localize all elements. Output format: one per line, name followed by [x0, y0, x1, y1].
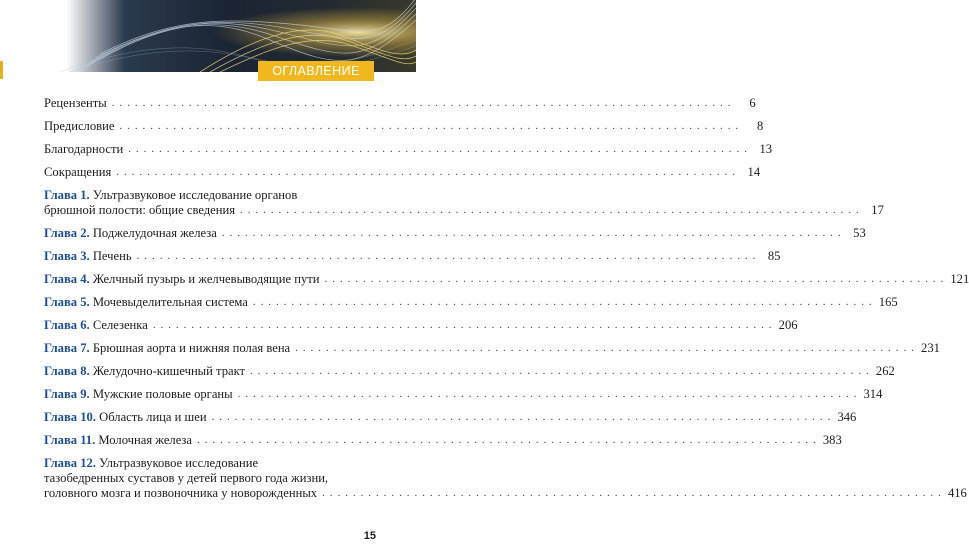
chapter-label: Глава 6.	[44, 318, 90, 332]
toc-entry-title: Молочная железа	[98, 433, 192, 447]
toc-entry[interactable]	[44, 188, 884, 218]
toc-entry-title: Сокращения	[44, 165, 112, 179]
toc-entry[interactable]	[44, 456, 967, 501]
chapter-label: Глава 10.	[44, 410, 96, 424]
dot-leader: . . . . . . . . . . . . . . . . . . . . . . . . . . . . . . . . . . . . . . . . . . . . . . . . . . . . . . . . . . . . . . . . . . . . . . . . . . . . . . . . .	[252, 296, 873, 308]
toc-entry[interactable]	[44, 119, 764, 134]
table-of-contents	[44, 96, 969, 501]
dot-leader: . . . . . . . . . . . . . . . . . . . . . . . . . . . . . . . . . . . . . . . . . . . . . . . . . . . . . . . . . . . . . . . . . . . . . . . . . . . . . . . . .	[119, 120, 740, 132]
toc-entry[interactable]	[44, 364, 895, 379]
toc-entry-title: Желчный пузырь и желчевыводящие пути	[92, 272, 320, 286]
toc-entry-title: Предисловие	[44, 119, 115, 133]
toc-entry-page: 383	[822, 433, 842, 447]
toc-entry-title: Поджелудочная железа	[92, 226, 217, 240]
dot-leader: . . . . . . . . . . . . . . . . . . . . . . . . . . . . . . . . . . . . . . . . . . . . . . . . . . . . . . . . . . . . . . . . . . . . . . . . . . . . . . . . .	[136, 250, 757, 262]
toc-entry-page: 346	[837, 410, 857, 424]
toc-entry-page: 85	[767, 249, 781, 263]
toc-entry[interactable]	[44, 96, 756, 111]
dot-leader: . . . . . . . . . . . . . . . . . . . . . . . . . . . . . . . . . . . . . . . . . . . . . . . . . . . . . . . . . . . . . . . . . . . . . . . . . . . . . . . . .	[237, 388, 858, 400]
toc-entry[interactable]	[44, 341, 940, 356]
dot-leader: . . . . . . . . . . . . . . . . . . . . . . . . . . . . . . . . . . . . . . . . . . . . . . . . . . . . . . . . . . . . . . . . . . . . . . . . . . . . . . . . .	[250, 365, 870, 377]
dot-leader: . . . . . . . . . . . . . . . . . . . . . . . . . . . . . . . . . . . . . . . . . . . . . . . . . . . . . . . . . . . . . . . . . . . . . . . . . . . . . . . . .	[324, 273, 945, 285]
toc-entry-title: Мочевыделительная система	[92, 295, 248, 309]
dot-leader: . . . . . . . . . . . . . . . . . . . . . . . . . . . . . . . . . . . . . . . . . . . . . . . . . . . . . . . . . . . . . . . . . . . . . . . . . . . . . . . . .	[295, 342, 916, 354]
chapter-label: Глава 9.	[44, 387, 90, 401]
toc-entry[interactable]	[44, 226, 866, 241]
toc-entry-page: 6	[749, 96, 756, 110]
dot-leader: . . . . . . . . . . . . . . . . . . . . . . . . . . . . . . . . . . . . . . . . . . . . . . . . . . . . . . . . . . . . . . . . . . . . . . . . . . . . . . . . .	[128, 143, 749, 155]
toc-entry[interactable]	[44, 295, 898, 310]
toc-entry-page: 13	[759, 142, 773, 156]
chapter-label: Глава 5.	[44, 295, 90, 309]
toc-entry-page: 53	[853, 226, 866, 240]
toc-entry[interactable]	[44, 318, 798, 333]
toc-entry[interactable]	[44, 387, 883, 402]
chapter-label: Глава 11.	[44, 433, 96, 447]
chapter-label: Глава 8.	[44, 364, 90, 378]
toc-entry[interactable]	[44, 249, 781, 264]
toc-entry-title-cont: брюшной полости: общие сведения	[44, 203, 236, 217]
toc-entry[interactable]	[44, 165, 761, 180]
dot-leader: . . . . . . . . . . . . . . . . . . . . . . . . . . . . . . . . . . . . . . . . . . . . . . . . . . . . . . . . . . . . . . . . . . . . . . . . . . . . . . . . .	[221, 227, 842, 239]
toc-entry[interactable]	[44, 272, 969, 287]
toc-entry-title: Селезенка	[92, 318, 148, 332]
chapter-label: Глава 12.	[44, 456, 96, 470]
toc-entry-page: 121	[950, 272, 969, 286]
toc-entry-page: 314	[863, 387, 883, 401]
toc-entry-title: Брюшная аорта и нижняя полая вена	[92, 341, 291, 355]
toc-entry-page: 416	[947, 486, 967, 500]
dot-leader: . . . . . . . . . . . . . . . . . . . . . . . . . . . . . . . . . . . . . . . . . . . . . . . . . . . . . . . . . . . . . . . . . . . . . . . . . . . . . . . . .	[116, 166, 737, 178]
chapter-label: Глава 4.	[44, 272, 90, 286]
page-number: 15	[363, 530, 376, 542]
toc-entry[interactable]	[44, 142, 773, 157]
toc-entry-title: Ультразвуковое исследование органов	[92, 188, 298, 202]
toc-entry[interactable]	[44, 410, 857, 425]
toc-entry-page: 8	[756, 119, 764, 133]
toc-entry-page: 206	[778, 318, 798, 332]
toc-entry[interactable]	[44, 433, 842, 448]
dot-leader: . . . . . . . . . . . . . . . . . . . . . . . . . . . . . . . . . . . . . . . . . . . . . . . . . . . . . . . . . . . . . . . . . . . . . . . . . . . . . . . . .	[111, 97, 732, 109]
dot-leader: . . . . . . . . . . . . . . . . . . . . . . . . . . . . . . . . . . . . . . . . . . . . . . . . . . . . . . . . . . . . . . . . . . . . . . . . . . . . . . . . .	[152, 319, 773, 331]
toc-entry-title-cont: головного мозга и позвоночника у новорожденных	[44, 486, 318, 500]
toc-entry-page: 14	[747, 165, 761, 179]
toc-entry-title: Мужские половые органы	[92, 387, 233, 401]
toc-entry-page: 17	[871, 203, 884, 217]
chapter-label: Глава 3.	[44, 249, 90, 263]
dot-leader: . . . . . . . . . . . . . . . . . . . . . . . . . . . . . . . . . . . . . . . . . . . . . . . . . . . . . . . . . . . . . . . . . . . . . . . . . . . . . . . . .	[211, 411, 832, 423]
dot-leader: . . . . . . . . . . . . . . . . . . . . . . . . . . . . . . . . . . . . . . . . . . . . . . . . . . . . . . . . . . . . . . . . . . . . . . . . . . . . . . . . .	[197, 434, 817, 446]
toc-entry-title: Благодарности	[44, 142, 124, 156]
toc-entry-title-cont: тазобедренных суставов у детей первого года жизни,	[44, 471, 329, 485]
toc-header-tab: ОГЛАВЛЕНИЕ	[258, 61, 374, 81]
chapter-label: Глава 7.	[44, 341, 90, 355]
toc-entry-page: 262	[875, 364, 895, 378]
toc-entry-title: Печень	[92, 249, 132, 263]
accent-tick	[0, 61, 3, 79]
toc-entry-title: Рецензенты	[44, 96, 107, 110]
toc-entry-title: Область лица и шеи	[99, 410, 207, 424]
toc-entry-title: Желудочно-кишечный тракт	[92, 364, 246, 378]
toc-entry-page: 165	[878, 295, 898, 309]
chapter-label: Глава 1.	[44, 188, 90, 202]
chapter-label: Глава 2.	[44, 226, 90, 240]
dot-leader: . . . . . . . . . . . . . . . . . . . . . . . . . . . . . . . . . . . . . . . . . . . . . . . . . . . . . . . . . . . . . . . . . . . . . . . . . . . . . . . . .	[240, 204, 860, 216]
dot-leader: . . . . . . . . . . . . . . . . . . . . . . . . . . . . . . . . . . . . . . . . . . . . . . . . . . . . . . . . . . . . . . . . . . . . . . . . . . . . . . . . .	[322, 487, 942, 499]
toc-entry-page: 231	[921, 341, 940, 355]
toc-entry-title: Ультразвуковое исследование	[99, 456, 259, 470]
